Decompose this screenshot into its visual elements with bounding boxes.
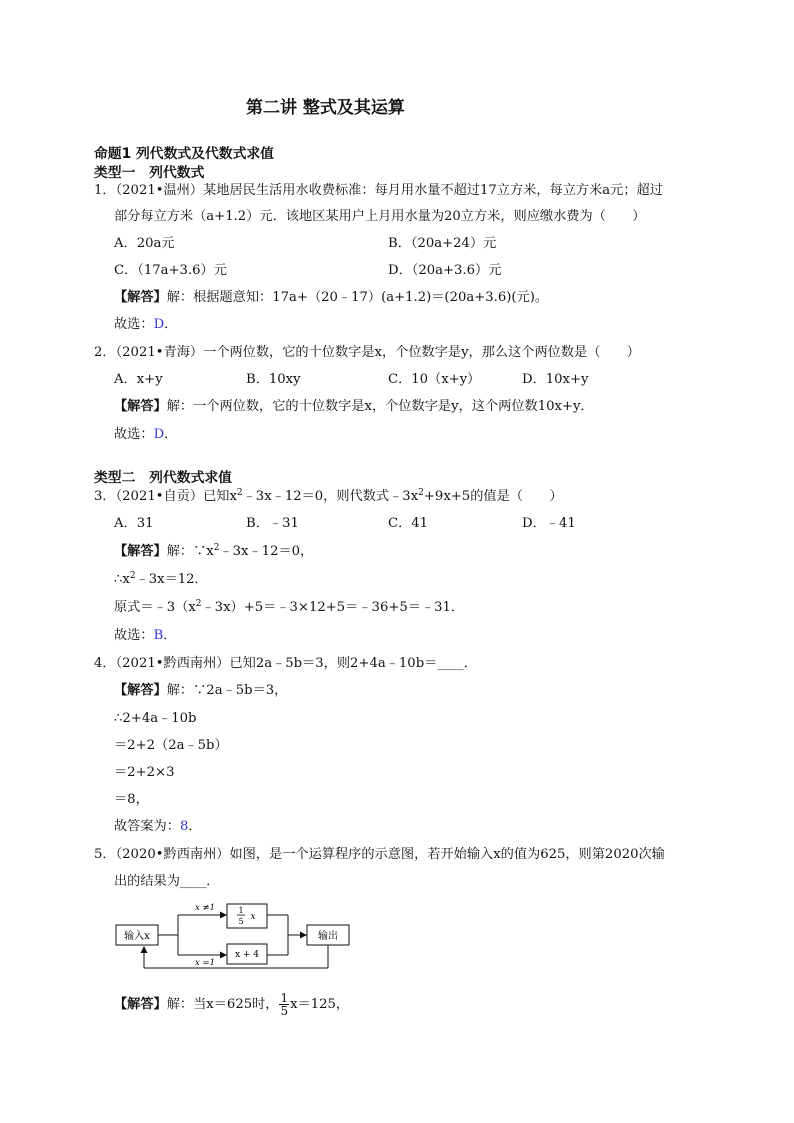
q2-option-a: A．x+y bbox=[114, 372, 163, 387]
answer-tag: 【解答】 bbox=[114, 290, 167, 305]
choice-prefix: 故选： bbox=[114, 628, 154, 643]
q4-step-3: ＝2+2×3 bbox=[114, 765, 175, 780]
box-bottom-label: x + 4 bbox=[234, 950, 260, 960]
fraction bbox=[279, 992, 289, 1017]
type-heading-1: 类型一 列代数式 bbox=[94, 165, 205, 181]
q5-stem-line2: 出的结果为____． bbox=[114, 874, 220, 889]
q3-stem-part: ﹣3x﹣12＝0，则代数式﹣3x bbox=[242, 489, 419, 504]
q2-answer bbox=[114, 398, 594, 416]
choice-suffix: ． bbox=[164, 427, 178, 442]
q4-answer-text: 解：∵2a﹣5b＝3， bbox=[166, 683, 288, 698]
q3-option-d: D．﹣41 bbox=[522, 516, 576, 531]
q3-step-part: ﹣3x）+5＝﹣3×12+5＝﹣36+5＝﹣31． bbox=[201, 600, 465, 615]
fill-value: 8 bbox=[179, 819, 189, 834]
choice-prefix: 故选： bbox=[114, 317, 154, 332]
type-heading-2: 类型二 列代数式求值 bbox=[94, 470, 232, 486]
q4-step-1: ∴2+4a﹣10b bbox=[114, 711, 197, 726]
q3-stem bbox=[94, 488, 563, 506]
q2-option-c: C．10（x+y） bbox=[388, 372, 481, 387]
q2-choice bbox=[114, 426, 177, 444]
q5-answer-part: x＝125， bbox=[290, 997, 350, 1012]
q4-answer bbox=[114, 682, 287, 700]
q4-step-2: ＝2+2（2a﹣5b） bbox=[114, 738, 228, 753]
q4-fill bbox=[114, 818, 202, 836]
answer-tag: 【解答】 bbox=[114, 544, 167, 559]
exponent: 2 bbox=[236, 488, 243, 498]
q3-step-1 bbox=[114, 571, 208, 589]
box-top-variable: x bbox=[250, 912, 256, 922]
exponent: 2 bbox=[418, 488, 424, 498]
q1-option-a: A．20a元 bbox=[114, 236, 175, 251]
q1-answer bbox=[114, 289, 548, 307]
fraction-numerator: 1 bbox=[280, 991, 289, 1005]
box-top-numerator: 1 bbox=[238, 906, 244, 915]
q4-step-4: ＝8， bbox=[114, 792, 149, 807]
answer-tag: 【解答】 bbox=[114, 997, 167, 1012]
condition-top: x ≠1 bbox=[195, 903, 216, 913]
flow-diagram bbox=[110, 898, 360, 970]
q1-stem-line1: 1．（2021•温州）某地居民生活用水收费标准：每月用水量不超过17立方米，每立方米a元；超过 bbox=[94, 183, 663, 198]
choice-prefix: 故选： bbox=[114, 427, 154, 442]
process-box-top bbox=[227, 904, 267, 928]
page-title: 第二讲 整式及其运算 bbox=[246, 98, 405, 118]
q2-answer-text: 解：一个两位数，它的十位数字是x，个位数字是y，这个两位数10x+y． bbox=[166, 399, 594, 414]
q5-answer bbox=[114, 992, 349, 1017]
q5-answer-part: 解：当x＝625时， bbox=[166, 997, 279, 1012]
exponent: 2 bbox=[129, 571, 136, 581]
q3-option-c: C．41 bbox=[388, 516, 429, 531]
q3-stem-part: 3．（2021•自贡）已知x bbox=[94, 489, 237, 504]
q3-step-part: ﹣3x＝12． bbox=[135, 572, 208, 587]
fill-prefix: 故答案为： bbox=[114, 819, 180, 834]
exponent: 2 bbox=[195, 599, 202, 609]
choice-letter: D bbox=[153, 427, 165, 442]
q3-choice bbox=[114, 627, 176, 645]
exponent: 2 bbox=[213, 543, 220, 553]
q2-option-d: D．10x+y bbox=[522, 372, 589, 387]
answer-tag: 【解答】 bbox=[114, 399, 167, 414]
q1-option-d: D．（20a+3.6）元 bbox=[388, 263, 502, 278]
q3-answer-part: ﹣3x﹣12＝0， bbox=[219, 544, 314, 559]
box-top-denominator: 5 bbox=[238, 917, 244, 926]
topic-heading: 命题1 列代数式及代数式求值 bbox=[94, 146, 274, 162]
q3-option-a: A．31 bbox=[114, 516, 154, 531]
q2-option-b: B．10xy bbox=[246, 372, 301, 387]
fill-suffix: ． bbox=[188, 819, 202, 834]
condition-bottom: x =1 bbox=[195, 958, 216, 968]
q3-stem-part: +9x+5的值是（ ） bbox=[423, 489, 563, 504]
q1-choice bbox=[114, 316, 177, 334]
fraction-denominator: 5 bbox=[280, 1004, 289, 1018]
choice-suffix: ． bbox=[163, 628, 177, 643]
q3-step-2 bbox=[114, 599, 464, 617]
q1-option-b: B．（20a+24）元 bbox=[388, 236, 497, 251]
choice-letter: D bbox=[153, 317, 165, 332]
choice-suffix: ． bbox=[164, 317, 178, 332]
q2-stem: 2．（2021•青海）一个两位数，它的十位数字是x，个位数字是y，那么这个两位数是（ ） bbox=[94, 345, 640, 360]
q1-stem-line2: 部分每立方米（a+1.2）元．该地区某用户上月用水量为20立方米，则应缴水费为（ ） bbox=[114, 209, 646, 224]
choice-letter: B bbox=[153, 628, 164, 643]
q4-stem: 4．（2021•黔西南州）已知2a﹣5b＝3，则2+4a﹣10b＝____． bbox=[94, 656, 477, 671]
q5-stem-line1: 5．（2020•黔西南州）如图，是一个运算程序的示意图，若开始输入x的值为625，则第2020次输 bbox=[94, 847, 665, 862]
q1-answer-text: 解：根据题意知：17a+（20﹣17）(a+1.2)＝(20a+3.6)(元)。 bbox=[166, 290, 549, 305]
q3-step-part: 原式＝﹣3（x bbox=[114, 600, 196, 615]
q3-step-part: ∴x bbox=[114, 572, 130, 587]
q3-answer bbox=[114, 543, 313, 561]
input-label: 输入x bbox=[124, 931, 150, 942]
q1-option-c: C．（17a+3.6）元 bbox=[114, 263, 227, 278]
output-label: 输出 bbox=[318, 931, 338, 942]
q3-option-b: B．﹣31 bbox=[246, 516, 299, 531]
q3-answer-part: 解：∵x bbox=[166, 544, 214, 559]
answer-tag: 【解答】 bbox=[114, 683, 167, 698]
